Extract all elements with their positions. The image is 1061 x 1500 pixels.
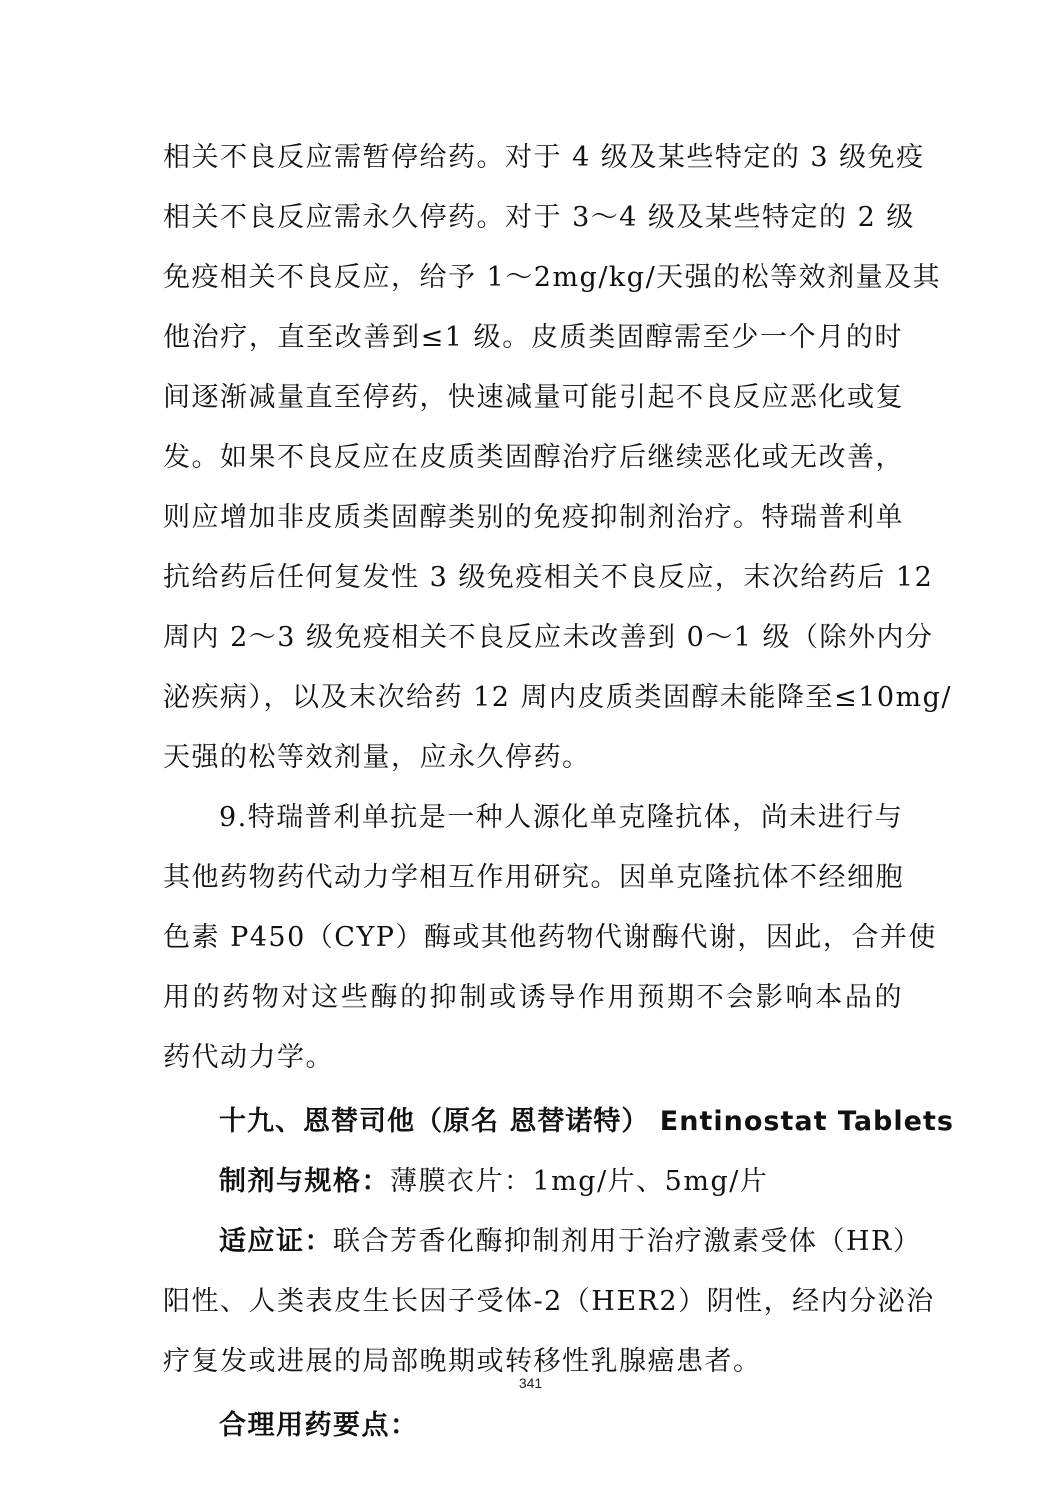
text-line: 间逐渐减量直至停药，快速减量可能引起不良反应恶化或复 [163,382,904,413]
indication-text: 联合芳香化酶抑制剂用于治疗激素受体（HR） [333,1226,922,1257]
text-line: 色素 P450（CYP）酶或其他药物代谢酶代谢，因此，合并使 [163,922,937,953]
page-number: 341 [518,1375,543,1391]
text-line: 则应增加非皮质类固醇类别的免疫抑制剂治疗。特瑞普利单 [163,502,904,533]
indication-line [163,1212,922,1272]
text-line: 阳性、人类表皮生长因子受体-2（HER2）阴性，经内分泌治 [163,1286,935,1317]
text-line: 他治疗，直至改善到≤1 级。皮质类固醇需至少一个月的时 [163,322,903,353]
text-line: 其他药物药代动力学相互作用研究。因单克隆抗体不经细胞 [163,862,904,893]
section-heading: 十九、恩替司他（原名 恩替诺特） Entinostat Tablets [219,1106,954,1137]
body-text [163,128,954,1456]
indication-label: 适应证： [219,1226,333,1257]
text-line: 相关不良反应需永久停药。对于 3～4 级及某些特定的 2 级 [163,202,915,233]
text-line: 疗复发或进展的局部晚期或转移性乳腺癌患者。 [163,1346,762,1377]
text-line: 发。如果不良反应在皮质类固醇治疗后继续恶化或无改善， [163,442,904,473]
text-line: 相关不良反应需暂停给药。对于 4 级及某些特定的 3 级免疫 [163,142,925,173]
item-9-first-line: 9.特瑞普利单抗是一种人源化单克隆抗体，尚未进行与 [219,802,904,833]
text-line: 免疫相关不良反应，给予 1～2mg/kg/天强的松等效剂量及其 [163,262,942,293]
formulation-label: 制剂与规格： [219,1166,390,1197]
key-points-label: 合理用药要点： [219,1410,419,1441]
text-line: 周内 2～3 级免疫相关不良反应未改善到 0～1 级（除外内分 [163,622,934,653]
text-line: 用的药物对这些酶的抑制或诱导作用预期不会影响本品的 [163,982,903,1013]
text-line: 天强的松等效剂量，应永久停药。 [163,742,591,773]
text-line: 药代动力学。 [163,1042,334,1073]
formulation-value: 薄膜衣片：1mg/片、5mg/片 [390,1166,769,1197]
text-line: 抗给药后任何复发性 3 级免疫相关不良反应，末次给药后 12 [163,562,934,593]
text-line: 泌疾病），以及末次给药 12 周内皮质类固醇未能降至≤10mg/ [163,682,952,713]
formulation-line [163,1152,903,1212]
